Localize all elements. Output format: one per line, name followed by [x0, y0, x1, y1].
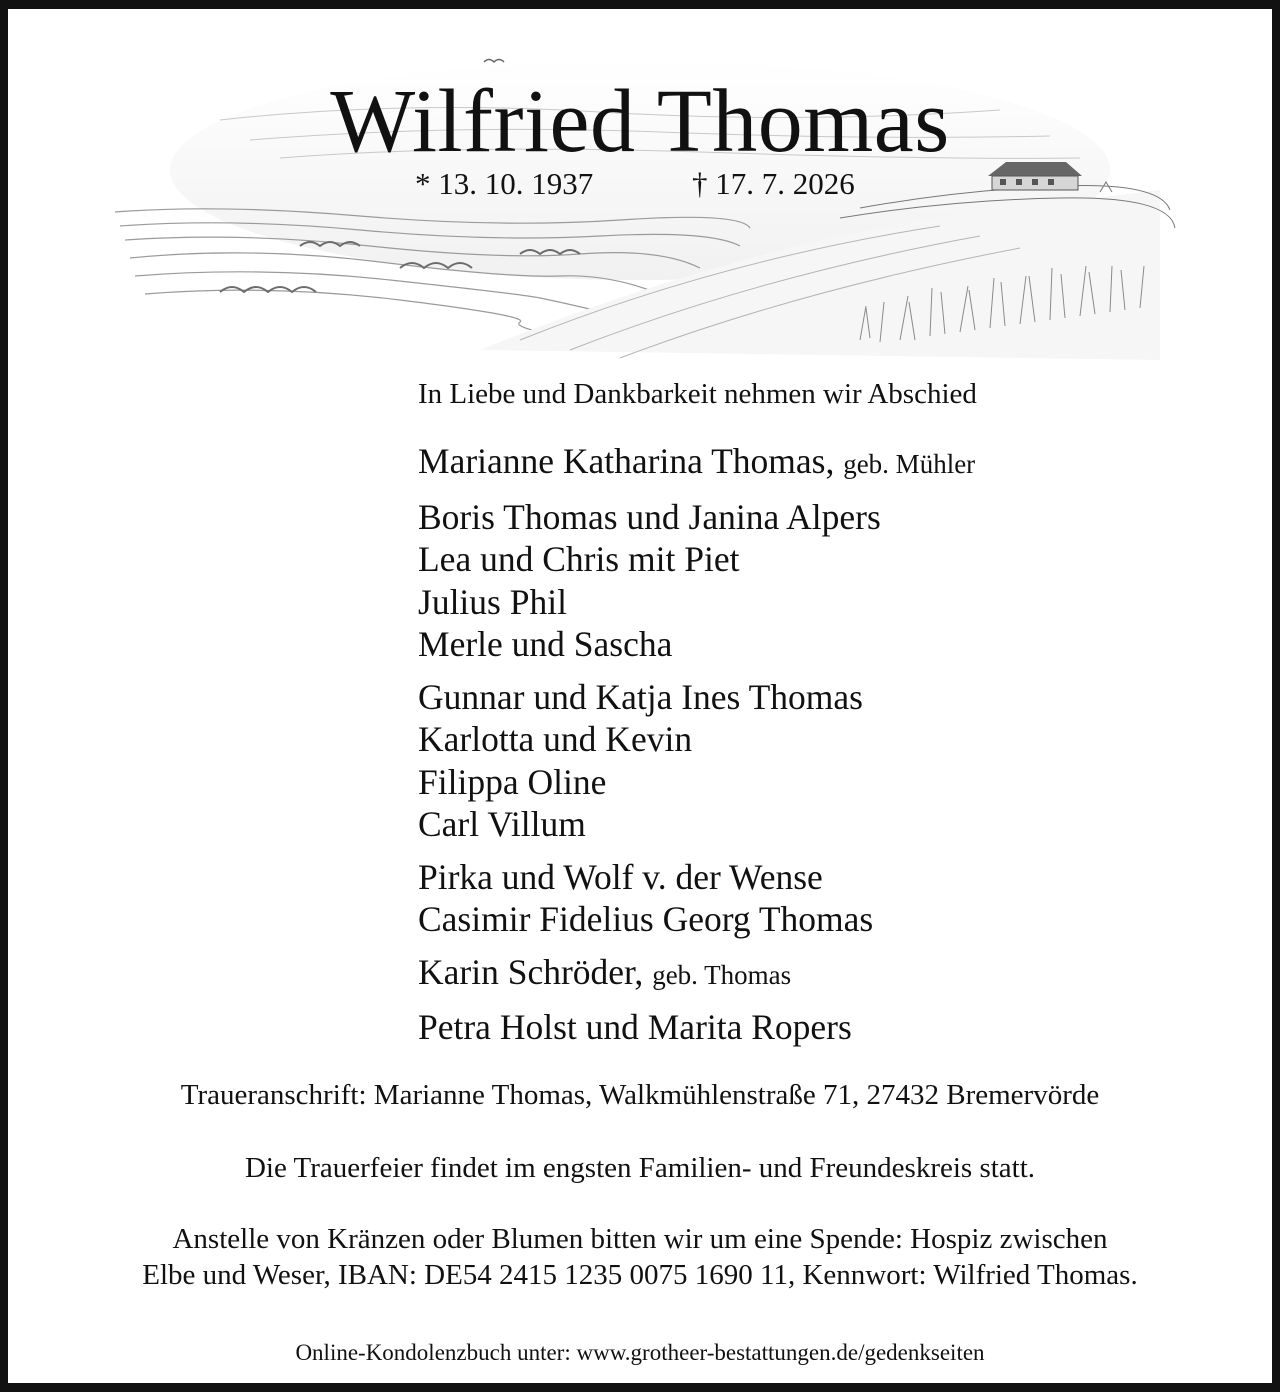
mourner-name: Karlotta und Kevin	[418, 719, 693, 759]
ceremony-note: Die Trauerfeier findet im engsten Familien- und Freundeskreis statt.	[244, 1152, 1036, 1184]
donation-line: Elbe und Weser, IBAN: DE54 2415 1235 0075 1690 11, Kennwort: Wilfried Thomas.	[142, 1259, 1138, 1291]
mourner-name	[418, 951, 975, 997]
mourner-group	[418, 951, 975, 997]
mourner-name-text: Karin Schröder,	[418, 951, 644, 992]
mourner-name: Merle und Sascha	[418, 624, 673, 664]
mourner-name: Pirka und Wolf v. der Wense	[418, 856, 823, 897]
mourner-name: Boris Thomas und Janina Alpers	[418, 496, 881, 537]
mourner-name	[418, 440, 975, 486]
birth-date: * 13. 10. 1937	[415, 166, 594, 201]
mourner-name: Carl Villum	[418, 804, 586, 844]
farewell-intro: In Liebe und Dankbarkeit nehmen wir Abschied	[418, 378, 977, 410]
deceased-name: Wilfried Thomas	[330, 72, 950, 171]
mourner-group	[418, 856, 975, 941]
mourner-name: Filippa Oline	[418, 761, 607, 802]
mourner-group	[418, 440, 975, 486]
mourner-name: Casimir Fidelius Georg Thomas	[418, 899, 874, 939]
mourner-group	[418, 496, 975, 666]
mourner-name: Gunnar und Katja Ines Thomas	[418, 676, 863, 717]
online-condolence-link[interactable]: Online-Kondolenzbuch unter: www.grotheer-bestattungen.de/gedenkseiten	[295, 1340, 985, 1365]
maiden-name: geb. Thomas	[652, 959, 792, 990]
mourner-group	[418, 1006, 975, 1049]
donation-line: Anstelle von Kränzen oder Blumen bitten wir um eine Spende: Hospiz zwischen	[172, 1223, 1108, 1255]
mourner-name: Petra Holst und Marita Ropers	[418, 1007, 852, 1047]
mourner-name-text: Marianne Katharina Thomas,	[418, 441, 835, 481]
maiden-name: geb. Mühler	[843, 449, 976, 479]
mourner-group	[418, 676, 975, 846]
mourner-name: Julius Phil	[418, 581, 567, 622]
mourner-name: Lea und Chris mit Piet	[418, 539, 740, 579]
mourning-address: Traueranschrift: Marianne Thomas, Walkmühlenstraße 71, 27432 Bremervörde	[180, 1079, 1100, 1111]
donation-note	[0, 1221, 1280, 1293]
mourners-list	[418, 440, 975, 1059]
death-date: † 17. 7. 2026	[692, 166, 855, 201]
